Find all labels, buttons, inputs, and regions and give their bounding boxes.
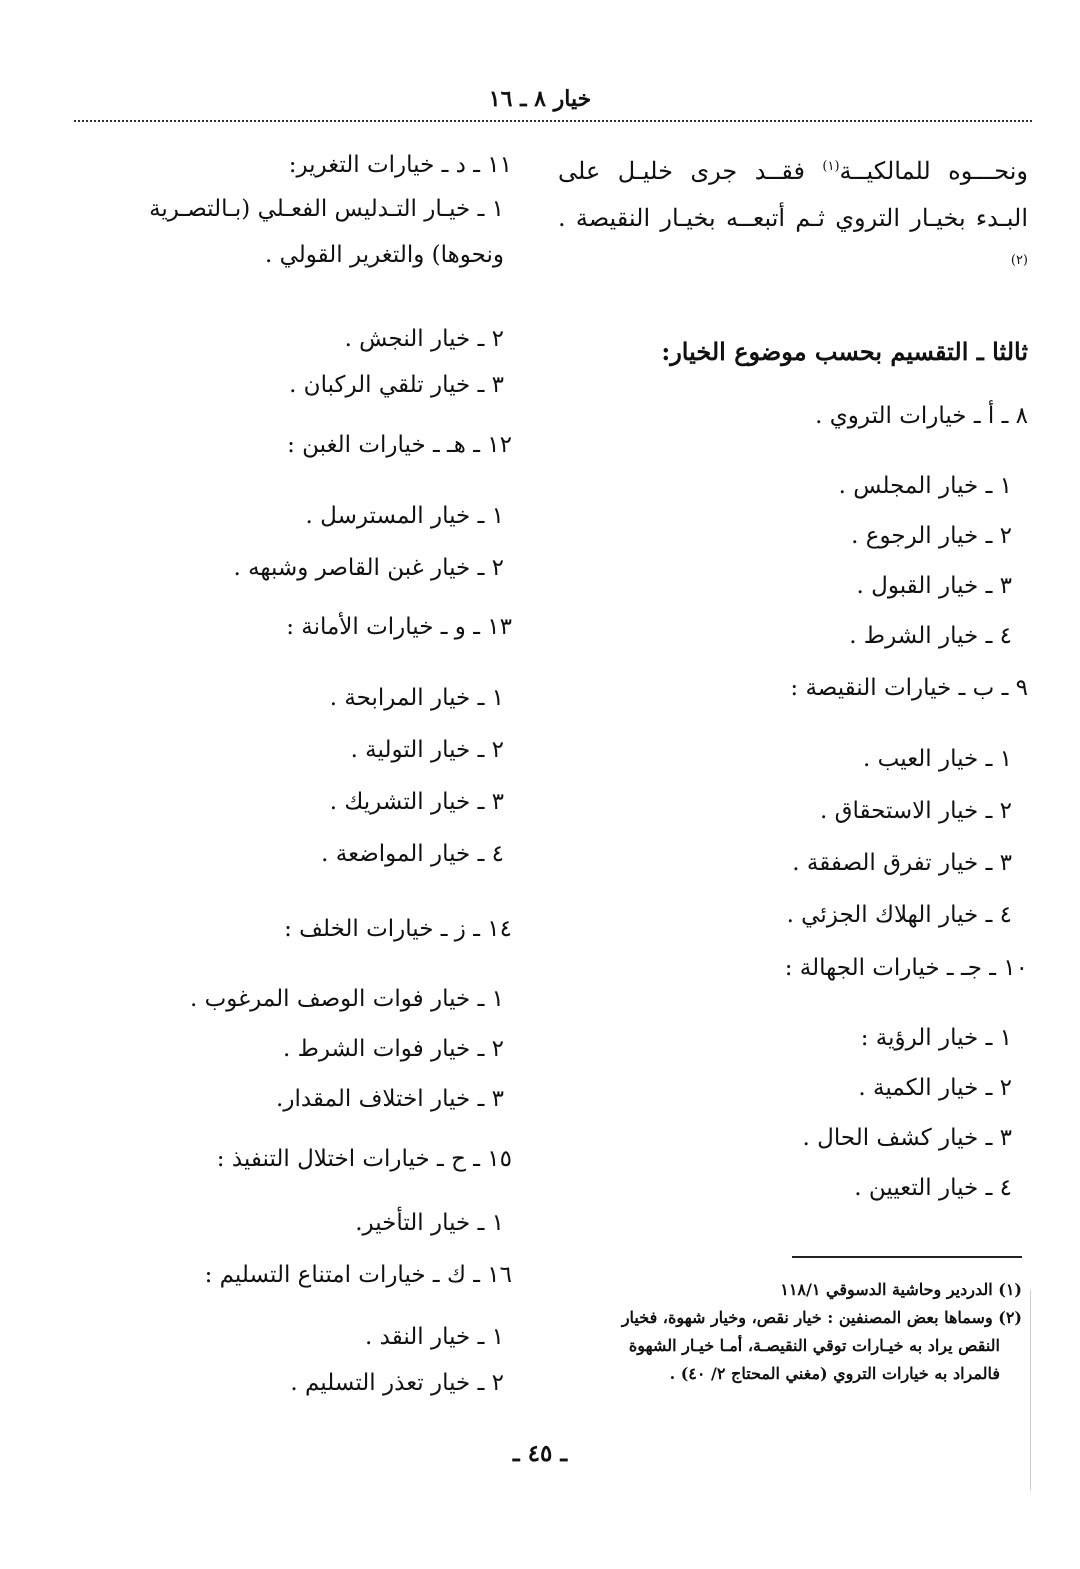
group-13: [72, 610, 512, 880]
group-13-list: [72, 672, 512, 880]
list-item: ١ ـ خيار الرؤية :: [860, 1025, 1012, 1051]
footnote-2-line-3: فالمراد به خيارات التروي (مغني المحتاج ٢/ ٤٠) .: [669, 1364, 1000, 1383]
list-item: ٤ ـ خيار التعيين .: [854, 1175, 1012, 1201]
intro-paragraph: [558, 148, 1028, 289]
group-9-heading: ٩ ـ ب ـ خيارات النقيصة :: [790, 675, 1028, 701]
footnote-2-line-1: (٢) وسماها بعض المصنفين : خيار نقص، وخيار شهوة، فخيار: [621, 1308, 1022, 1327]
group-14: [72, 912, 512, 1124]
group-13-heading: ١٣ ـ و ـ خيارات الأمانة :: [286, 614, 512, 640]
group-10-list: [558, 1013, 1028, 1213]
group-9-list: [558, 733, 1028, 941]
footnote-2-line-2: النقص يراد به خيـارات توقي النقيصـة، أمـا خيـار الشهوة: [628, 1336, 1000, 1355]
group-11: [72, 148, 512, 408]
list-item: ٢ ـ خيار فوات الشرط .: [282, 1036, 504, 1062]
group-12-heading: ١٢ ـ هـ ـ خيارات الغبن :: [287, 432, 512, 458]
group-12-list: [72, 490, 512, 594]
group-10: [558, 951, 1028, 1213]
group-8: [558, 399, 1028, 661]
group-15: [72, 1142, 512, 1248]
group-8-heading: ٨ ـ أ ـ خيارات التروي .: [815, 403, 1028, 429]
list-item: ٢ ـ خيار الكمية .: [858, 1075, 1012, 1101]
group-16-list: [72, 1314, 512, 1406]
list-item: ٢ ـ خيار الاستحقاق .: [820, 798, 1012, 824]
list-item: ٤ ـ خيار الهلاك الجزئي .: [786, 902, 1012, 928]
group-10-heading: ١٠ ـ جـ ـ خيارات الجهالة :: [784, 955, 1028, 981]
footnote-ref-1: (١): [822, 159, 840, 174]
footnote-separator: [792, 1256, 1022, 1258]
group-15-heading: ١٥ ـ ح ـ خيارات اختلال التنفيذ :: [216, 1146, 512, 1172]
running-header: خيار ٨ ـ ١٦: [488, 86, 592, 112]
footnote-1: (١) الدردير وحاشية الدسوقي ١١٨/١: [780, 1280, 1022, 1299]
list-item: ١ ـ خيار التأخير.: [355, 1210, 504, 1236]
group-11-list: [72, 316, 512, 408]
list-item: ٢ ـ خيار الرجوع .: [851, 523, 1012, 549]
group-9: [558, 671, 1028, 941]
group-16-heading: ١٦ ـ ك ـ خيارات امتناع التسليم :: [204, 1262, 512, 1288]
group-15-list: [72, 1198, 512, 1248]
page-number: ـ ٤٥ ـ: [512, 1440, 568, 1467]
list-item: ٢ ـ خيار النجش .: [344, 326, 504, 352]
group-12: [72, 428, 512, 594]
list-item: ١ ـ خيار المرابحة .: [329, 685, 504, 711]
list-item: ٤ ـ خيار المواضعة .: [321, 841, 504, 867]
list-item: ٣ ـ خيار تفرق الصفقة .: [792, 850, 1012, 876]
list-item: ٢ ـ خيار تعذر التسليم .: [290, 1370, 504, 1396]
list-item: ٣ ـ خيار التشريك .: [329, 789, 504, 815]
footnote-ref-2: (٢): [1010, 253, 1028, 268]
list-item: ١ ـ خيار المجلس .: [838, 473, 1012, 499]
group-14-list: [72, 974, 512, 1124]
list-item: ٢ ـ خيار التولية .: [350, 737, 504, 763]
intro-text-1: ونحـــوه للمالكيــة: [839, 157, 1028, 185]
footnotes: [572, 1276, 1022, 1388]
list-item: ٣ ـ خيار كشف الحال .: [802, 1125, 1012, 1151]
group-8-list: [558, 461, 1028, 661]
list-item: ٣ ـ خيار تلقي الركبان .: [289, 372, 504, 398]
group-16: [72, 1258, 512, 1406]
list-item: ٤ ـ خيار الشرط .: [849, 623, 1012, 649]
list-item: ٢ ـ خيار غبن القاصر وشبهه .: [233, 555, 504, 581]
list-item: ٣ ـ خيار القبول .: [856, 573, 1012, 599]
right-column: [558, 148, 1028, 1213]
left-column: [72, 148, 512, 1406]
list-item: ١ ـ خيار فوات الوصف المرغوب .: [189, 986, 504, 1012]
intro-text-2: فقــد جرى خليـل على البـدء بخيـار التروي ثـم أتبعــه بخيـار النقيصة .: [558, 157, 1028, 232]
group-11-heading: ١١ ـ د ـ خيارات التغرير:: [288, 152, 512, 178]
list-item: ١ ـ خيار العيب .: [863, 746, 1012, 772]
list-item: ١ ـ خيار المسترسل .: [305, 503, 504, 529]
header-dotted-rule: [74, 120, 1032, 122]
list-item: ١ ـ خيار النقد .: [365, 1324, 504, 1350]
section-heading: ثالثا ـ التقسيم بحسب موضوع الخيار:: [661, 337, 1028, 366]
list-item: ١ ـ خيـار التـدليس الفعـلي (بـالتصـرية ونحوها) والتغرير القولي .: [149, 196, 504, 268]
group-14-heading: ١٤ ـ ز ـ خيارات الخلف :: [284, 916, 512, 942]
list-item: ٣ ـ خيار اختلاف المقدار.: [276, 1086, 504, 1112]
